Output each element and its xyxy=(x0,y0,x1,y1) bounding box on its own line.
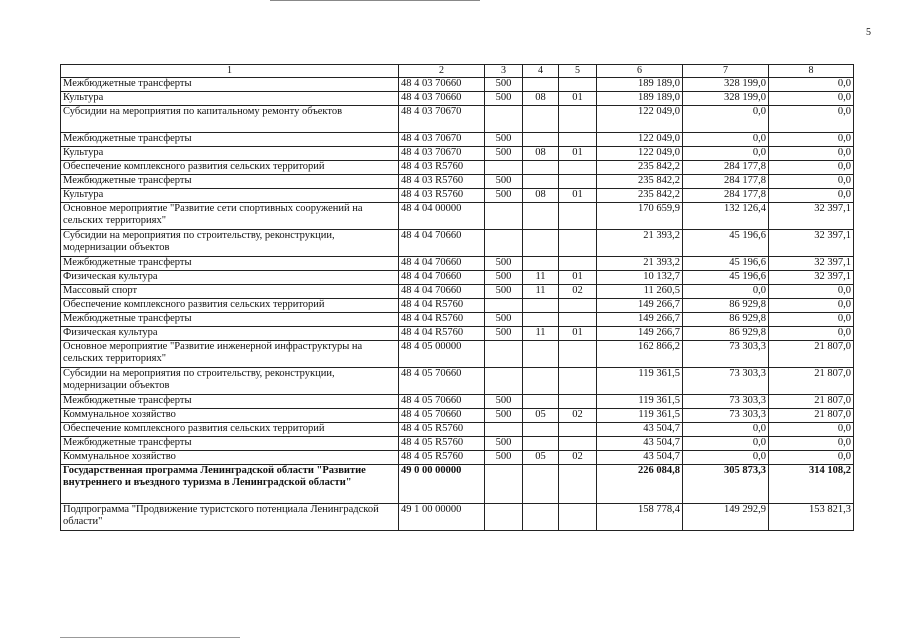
row-pr: 01 xyxy=(559,189,597,203)
row-code: 48 4 03 R5760 xyxy=(399,161,485,175)
row-value-7: 45 196,6 xyxy=(683,271,769,285)
column-header: 4 xyxy=(523,65,559,78)
row-value-6: 43 504,7 xyxy=(597,451,683,465)
row-vr xyxy=(485,465,523,504)
row-code: 48 4 04 R5760 xyxy=(399,299,485,313)
row-value-7: 73 303,3 xyxy=(683,395,769,409)
row-value-7: 0,0 xyxy=(683,147,769,161)
row-code: 48 4 05 70660 xyxy=(399,409,485,423)
row-name: Субсидии на мероприятия по строительству, реконструкции, модернизации объектов xyxy=(61,230,399,257)
row-value-6: 226 084,8 xyxy=(597,465,683,504)
column-header: 8 xyxy=(769,65,854,78)
row-value-8: 0,0 xyxy=(769,313,854,327)
row-value-7: 73 303,3 xyxy=(683,368,769,395)
row-value-8: 32 397,1 xyxy=(769,271,854,285)
column-header: 3 xyxy=(485,65,523,78)
row-pr xyxy=(559,395,597,409)
row-name: Коммунальное хозяйство xyxy=(61,409,399,423)
row-name: Культура xyxy=(61,189,399,203)
page-number: 5 xyxy=(866,27,871,38)
row-name: Обеспечение комплексного развития сельских территорий xyxy=(61,299,399,313)
row-rz xyxy=(523,437,559,451)
row-value-7: 284 177,8 xyxy=(683,189,769,203)
bottom-scan-line xyxy=(60,637,240,638)
row-value-8: 0,0 xyxy=(769,92,854,106)
row-value-6: 43 504,7 xyxy=(597,437,683,451)
row-code: 49 0 00 00000 xyxy=(399,465,485,504)
row-code: 48 4 03 70660 xyxy=(399,78,485,92)
row-pr xyxy=(559,465,597,504)
row-code: 48 4 05 R5760 xyxy=(399,423,485,437)
row-name: Межбюджетные трансферты xyxy=(61,437,399,451)
row-value-6: 149 266,7 xyxy=(597,327,683,341)
row-pr xyxy=(559,313,597,327)
row-vr xyxy=(485,504,523,531)
row-rz: 11 xyxy=(523,271,559,285)
row-vr xyxy=(485,423,523,437)
column-header: 6 xyxy=(597,65,683,78)
row-rz: 08 xyxy=(523,92,559,106)
row-code: 48 4 03 R5760 xyxy=(399,175,485,189)
row-pr xyxy=(559,133,597,147)
row-vr xyxy=(485,161,523,175)
row-rz xyxy=(523,175,559,189)
row-vr xyxy=(485,230,523,257)
row-pr: 02 xyxy=(559,409,597,423)
row-code: 48 4 04 70660 xyxy=(399,257,485,271)
table-row xyxy=(61,313,854,327)
row-pr xyxy=(559,257,597,271)
row-value-6: 119 361,5 xyxy=(597,395,683,409)
row-name: Межбюджетные трансферты xyxy=(61,175,399,189)
row-code: 48 4 03 R5760 xyxy=(399,189,485,203)
row-value-6: 10 132,7 xyxy=(597,271,683,285)
row-value-7: 328 199,0 xyxy=(683,78,769,92)
row-code: 48 4 04 70660 xyxy=(399,285,485,299)
row-rz xyxy=(523,78,559,92)
column-header: 5 xyxy=(559,65,597,78)
row-value-6: 119 361,5 xyxy=(597,368,683,395)
row-vr: 500 xyxy=(485,451,523,465)
row-code: 48 4 05 70660 xyxy=(399,368,485,395)
table-row xyxy=(61,451,854,465)
row-value-8: 314 108,2 xyxy=(769,465,854,504)
row-pr xyxy=(559,230,597,257)
row-rz: 08 xyxy=(523,189,559,203)
row-value-6: 21 393,2 xyxy=(597,230,683,257)
row-rz xyxy=(523,106,559,133)
row-code: 48 4 05 R5760 xyxy=(399,451,485,465)
row-rz xyxy=(523,395,559,409)
row-vr: 500 xyxy=(485,92,523,106)
row-name: Физическая культура xyxy=(61,271,399,285)
row-pr xyxy=(559,78,597,92)
row-value-8: 0,0 xyxy=(769,437,854,451)
row-value-8: 21 807,0 xyxy=(769,368,854,395)
table-row xyxy=(61,327,854,341)
table-row xyxy=(61,203,854,230)
row-vr: 500 xyxy=(485,395,523,409)
row-code: 48 4 05 70660 xyxy=(399,395,485,409)
row-code: 48 4 04 R5760 xyxy=(399,327,485,341)
row-value-6: 235 842,2 xyxy=(597,189,683,203)
row-value-7: 284 177,8 xyxy=(683,175,769,189)
row-rz xyxy=(523,313,559,327)
table-row xyxy=(61,257,854,271)
table-row xyxy=(61,409,854,423)
column-header: 7 xyxy=(683,65,769,78)
row-value-6: 122 049,0 xyxy=(597,133,683,147)
row-name: Межбюджетные трансферты xyxy=(61,78,399,92)
row-name: Межбюджетные трансферты xyxy=(61,257,399,271)
row-value-6: 149 266,7 xyxy=(597,313,683,327)
row-vr xyxy=(485,341,523,368)
row-value-7: 132 126,4 xyxy=(683,203,769,230)
row-pr: 01 xyxy=(559,271,597,285)
row-vr xyxy=(485,203,523,230)
row-rz: 11 xyxy=(523,327,559,341)
row-vr: 500 xyxy=(485,189,523,203)
row-value-7: 328 199,0 xyxy=(683,92,769,106)
row-name: Основное мероприятие "Развитие сети спортивных сооружений на сельских территориях" xyxy=(61,203,399,230)
row-name: Субсидии на мероприятия по строительству, реконструкции, модернизации объектов xyxy=(61,368,399,395)
table-row xyxy=(61,147,854,161)
row-rz xyxy=(523,257,559,271)
row-name: Государственная программа Ленинградской области "Развитие внутреннего и въездного туризма в Ленинградской области" xyxy=(61,465,399,504)
table-row xyxy=(61,78,854,92)
row-rz xyxy=(523,423,559,437)
table-row xyxy=(61,368,854,395)
row-vr: 500 xyxy=(485,147,523,161)
row-code: 48 4 04 R5760 xyxy=(399,313,485,327)
table-row xyxy=(61,437,854,451)
row-vr: 500 xyxy=(485,175,523,189)
row-name: Обеспечение комплексного развития сельских территорий xyxy=(61,423,399,437)
row-code: 48 4 04 00000 xyxy=(399,203,485,230)
row-rz: 05 xyxy=(523,451,559,465)
row-value-7: 86 929,8 xyxy=(683,313,769,327)
row-value-6: 189 189,0 xyxy=(597,78,683,92)
row-value-8: 0,0 xyxy=(769,423,854,437)
row-value-6: 122 049,0 xyxy=(597,147,683,161)
row-value-7: 73 303,3 xyxy=(683,409,769,423)
row-value-6: 122 049,0 xyxy=(597,106,683,133)
row-pr: 01 xyxy=(559,327,597,341)
table-row xyxy=(61,106,854,133)
row-vr: 500 xyxy=(485,78,523,92)
row-value-8: 21 807,0 xyxy=(769,341,854,368)
column-header: 1 xyxy=(61,65,399,78)
row-value-8: 0,0 xyxy=(769,285,854,299)
table-row xyxy=(61,271,854,285)
row-value-7: 149 292,9 xyxy=(683,504,769,531)
row-value-6: 11 260,5 xyxy=(597,285,683,299)
table-row xyxy=(61,161,854,175)
row-rz xyxy=(523,299,559,313)
row-pr xyxy=(559,368,597,395)
row-value-8: 32 397,1 xyxy=(769,230,854,257)
row-value-8: 0,0 xyxy=(769,299,854,313)
row-rz xyxy=(523,203,559,230)
row-value-7: 86 929,8 xyxy=(683,299,769,313)
row-rz xyxy=(523,133,559,147)
table-row xyxy=(61,465,854,504)
table-row xyxy=(61,395,854,409)
row-code: 48 4 05 00000 xyxy=(399,341,485,368)
table-row xyxy=(61,175,854,189)
row-name: Межбюджетные трансферты xyxy=(61,313,399,327)
table-row xyxy=(61,341,854,368)
row-value-8: 32 397,1 xyxy=(769,203,854,230)
row-vr: 500 xyxy=(485,285,523,299)
column-header: 2 xyxy=(399,65,485,78)
row-rz xyxy=(523,504,559,531)
row-value-7: 305 873,3 xyxy=(683,465,769,504)
row-value-6: 235 842,2 xyxy=(597,175,683,189)
table-row xyxy=(61,133,854,147)
row-value-7: 73 303,3 xyxy=(683,341,769,368)
row-pr xyxy=(559,106,597,133)
row-name: Культура xyxy=(61,147,399,161)
row-value-6: 189 189,0 xyxy=(597,92,683,106)
row-pr xyxy=(559,203,597,230)
row-pr: 01 xyxy=(559,92,597,106)
row-value-8: 21 807,0 xyxy=(769,409,854,423)
row-pr xyxy=(559,423,597,437)
row-vr xyxy=(485,106,523,133)
row-pr: 02 xyxy=(559,451,597,465)
table-row xyxy=(61,285,854,299)
row-vr: 500 xyxy=(485,327,523,341)
row-name: Субсидии на мероприятия по капитальному ремонту объектов xyxy=(61,106,399,133)
row-code: 48 4 04 70660 xyxy=(399,230,485,257)
row-vr: 500 xyxy=(485,409,523,423)
row-value-8: 32 397,1 xyxy=(769,257,854,271)
row-vr xyxy=(485,368,523,395)
row-rz: 05 xyxy=(523,409,559,423)
row-code: 48 4 05 R5760 xyxy=(399,437,485,451)
row-code: 48 4 03 70670 xyxy=(399,147,485,161)
row-vr: 500 xyxy=(485,271,523,285)
row-rz xyxy=(523,161,559,175)
row-value-7: 86 929,8 xyxy=(683,327,769,341)
row-rz xyxy=(523,230,559,257)
row-value-8: 0,0 xyxy=(769,78,854,92)
row-pr xyxy=(559,175,597,189)
table-row xyxy=(61,504,854,531)
row-value-8: 0,0 xyxy=(769,175,854,189)
row-value-7: 45 196,6 xyxy=(683,257,769,271)
row-value-7: 45 196,6 xyxy=(683,230,769,257)
row-value-8: 0,0 xyxy=(769,161,854,175)
row-value-7: 0,0 xyxy=(683,106,769,133)
row-code: 48 4 03 70660 xyxy=(399,92,485,106)
row-name: Физическая культура xyxy=(61,327,399,341)
table-row xyxy=(61,299,854,313)
table-row xyxy=(61,92,854,106)
row-value-8: 0,0 xyxy=(769,451,854,465)
row-value-8: 0,0 xyxy=(769,133,854,147)
row-code: 48 4 04 70660 xyxy=(399,271,485,285)
row-value-6: 43 504,7 xyxy=(597,423,683,437)
row-value-8: 0,0 xyxy=(769,147,854,161)
row-pr xyxy=(559,341,597,368)
row-name: Межбюджетные трансферты xyxy=(61,395,399,409)
row-value-6: 170 659,9 xyxy=(597,203,683,230)
row-name: Обеспечение комплексного развития сельских территорий xyxy=(61,161,399,175)
row-pr xyxy=(559,504,597,531)
row-name: Культура xyxy=(61,92,399,106)
row-value-7: 0,0 xyxy=(683,285,769,299)
row-pr: 02 xyxy=(559,285,597,299)
row-rz xyxy=(523,368,559,395)
row-code: 48 4 03 70670 xyxy=(399,106,485,133)
row-value-6: 235 842,2 xyxy=(597,161,683,175)
row-name: Основное мероприятие "Развитие инженерной инфраструктуры на сельских территориях" xyxy=(61,341,399,368)
row-value-8: 0,0 xyxy=(769,327,854,341)
row-code: 48 4 03 70670 xyxy=(399,133,485,147)
row-rz: 11 xyxy=(523,285,559,299)
row-value-8: 21 807,0 xyxy=(769,395,854,409)
top-scan-line xyxy=(270,0,480,1)
table-row xyxy=(61,230,854,257)
row-vr: 500 xyxy=(485,257,523,271)
row-value-6: 162 866,2 xyxy=(597,341,683,368)
row-value-7: 284 177,8 xyxy=(683,161,769,175)
header-row xyxy=(61,65,854,78)
row-value-7: 0,0 xyxy=(683,451,769,465)
row-value-7: 0,0 xyxy=(683,423,769,437)
row-value-7: 0,0 xyxy=(683,437,769,451)
row-value-6: 119 361,5 xyxy=(597,409,683,423)
row-name: Подпрограмма "Продвижение туристского потенциала Ленинградской области" xyxy=(61,504,399,531)
row-vr: 500 xyxy=(485,437,523,451)
row-rz: 08 xyxy=(523,147,559,161)
row-value-6: 21 393,2 xyxy=(597,257,683,271)
row-value-6: 149 266,7 xyxy=(597,299,683,313)
row-pr xyxy=(559,161,597,175)
row-pr xyxy=(559,437,597,451)
row-rz xyxy=(523,465,559,504)
row-value-7: 0,0 xyxy=(683,133,769,147)
row-name: Массовый спорт xyxy=(61,285,399,299)
row-pr xyxy=(559,299,597,313)
row-pr: 01 xyxy=(559,147,597,161)
table-row xyxy=(61,189,854,203)
row-value-8: 0,0 xyxy=(769,189,854,203)
row-rz xyxy=(523,341,559,368)
budget-table xyxy=(60,64,854,531)
row-name: Межбюджетные трансферты xyxy=(61,133,399,147)
row-value-8: 153 821,3 xyxy=(769,504,854,531)
row-vr: 500 xyxy=(485,133,523,147)
row-value-8: 0,0 xyxy=(769,106,854,133)
table-row xyxy=(61,423,854,437)
row-name: Коммунальное хозяйство xyxy=(61,451,399,465)
row-vr: 500 xyxy=(485,313,523,327)
row-code: 49 1 00 00000 xyxy=(399,504,485,531)
row-vr xyxy=(485,299,523,313)
row-value-6: 158 778,4 xyxy=(597,504,683,531)
